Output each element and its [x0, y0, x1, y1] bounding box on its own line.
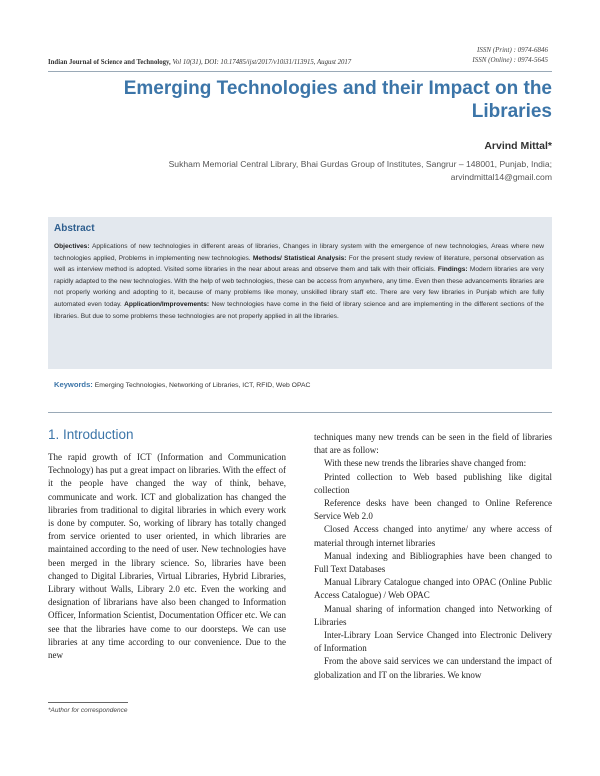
methods-text: For the present study review of literature, personal observation as well as interview method is adopted. Visited some libraries in the near about areas and observe them and talk with their officials. [54, 254, 544, 274]
objectives-text: Applications of new technologies in different areas of libraries, Changes in library system with the emergence of new technologies, Areas where new technologies applied, Problems in implementing new technologies. [54, 243, 544, 262]
journal-name: Indian Journal of Science and Technology, [48, 59, 171, 66]
findings-label: Findings: [437, 266, 468, 274]
abstract-body [54, 241, 544, 322]
paragraph: With these new trends the libraries shave changed from: [324, 458, 527, 469]
issn-online: ISSN (Online) : 0974-5645 [472, 56, 548, 64]
author-affiliation [92, 158, 552, 184]
paragraph: Manual sharing of information changed into Networking of Libraries [314, 603, 552, 627]
header-divider [48, 71, 552, 72]
journal-citation [48, 59, 351, 66]
paragraph: techniques many new trends can be seen in the field of libraries that are as follow: [314, 432, 552, 456]
body-column-left: The rapid growth of ICT (Information and Communication Technology) has put a great impact on libraries. With the effect of it the people have changed the way of think, behave, communicate and work. ICT and globalization has changed the libraries from traditional to digital libraries in which every work is done by computer. So, working of library has totally changed from service oriented to user oriented, in which libraries are maintained according to the need of user. New technologies have been merged in the library science. So, libraries have been changed to Digital Libraries, Virtual Libraries, Hybrid Libraries, Library without Walls, Library 2.0 etc. Even the working and designation of librarians have also been changed to Information Officer, Information Scientist, Documentation Officer etc. We can see that the libraries have come to our doorsteps. We can use libraries at any time according to our convenience. Due to the new [48, 452, 286, 661]
issn-block [472, 45, 548, 65]
keywords-label: Keywords: [54, 380, 93, 389]
paragraph: Reference desks have been changed to Online Reference Service Web 2.0 [314, 498, 552, 522]
methods-label: Methods/ Statistical Analysis: [252, 254, 347, 262]
affiliation-line: Sukham Memorial Central Library, Bhai Gurdas Group of Institutes, Sangrur – 148001, Punjab, India; [168, 159, 552, 169]
paragraph: Manual Library Catalogue changed into OPAC (Online Public Access Catalogue) / Web OPAC [314, 577, 552, 601]
keywords-text: Emerging Technologies, Networking of Libraries, ICT, RFID, Web OPAC [94, 382, 311, 389]
author-name: Arvind Mittal* [484, 140, 552, 152]
footnote: *Author for correspondence [48, 707, 128, 714]
paragraph: Printed collection to Web based publishing like digital collection [314, 471, 552, 495]
paper-title: Emerging Technologies and their Impact on the Libraries [123, 78, 552, 122]
objectives-label: Objectives: [54, 243, 90, 250]
section-heading: 1. Introduction [48, 427, 134, 442]
keywords [54, 380, 310, 389]
paragraph: Closed Access changed into anytime/ any where access of material through internet libraries [314, 524, 552, 548]
application-label: Application/Improvements: [124, 300, 210, 308]
issn-print: ISSN (Print) : 0974-6846 [477, 46, 548, 54]
paragraph: Inter-Library Loan Service Changed into Electronic Delivery of Information [314, 630, 552, 654]
abstract-heading: Abstract [54, 223, 95, 234]
paragraph: From the above said services we can understand the impact of globalization and IT on the libraries. We know [314, 656, 552, 680]
body-column-right [314, 431, 552, 682]
footnote-divider [48, 702, 128, 703]
author-email: arvindmittal14@gmail.com [450, 172, 552, 182]
application-text: New technologies have come in the field of library science and are implementing in the different sections of the libraries. But due to some problems these technologies are not properly applied in all the libraries. [54, 300, 544, 320]
citation-details: Vol 10(31), DOI: 10.17485/ijst/2017/v10i31/113915, August 2017 [172, 59, 352, 66]
section-divider [48, 412, 552, 413]
paragraph: Manual indexing and Bibliographies have been changed to Full Text Databases [314, 550, 552, 575]
findings-text: Modern libraries are very rapidly adapted to the new technologies. With the help of web technologies, these can be access from anywhere, any time. Even then these advancements libraries are not properly working and adopting to it, because of many problems like money, unskilled library staff etc. There are very few libraries in Punjab which are fully automated even today. [54, 266, 544, 308]
